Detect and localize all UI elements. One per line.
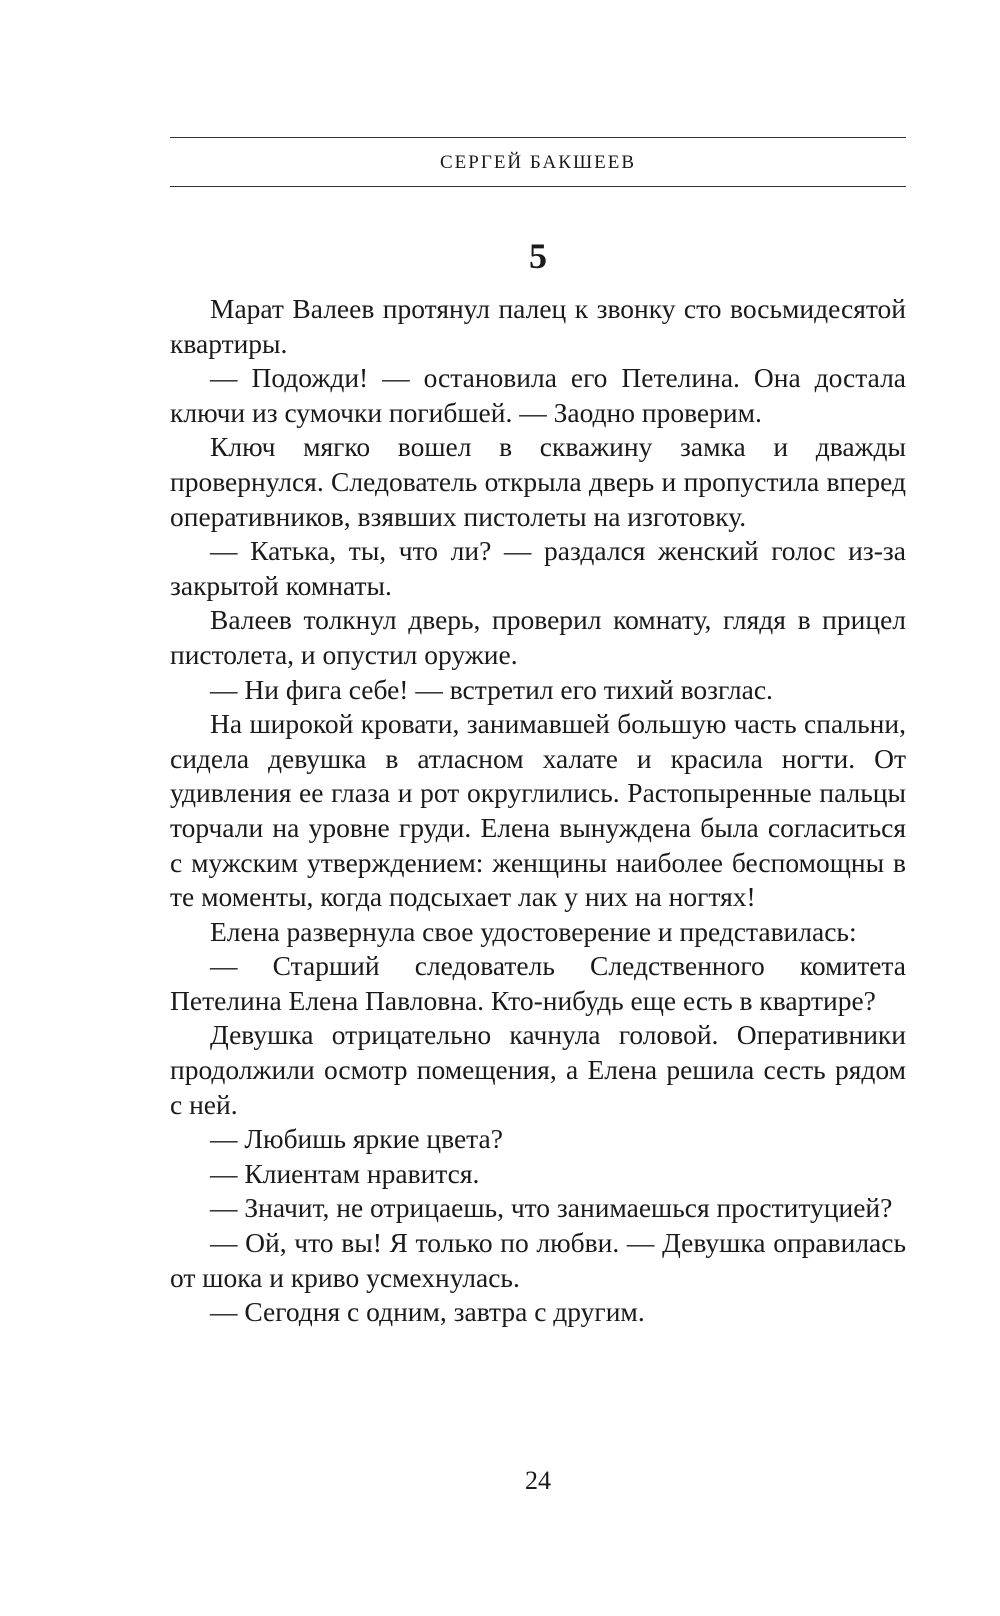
paragraph: Валеев толкнул дверь, проверил комнату, глядя в прицел пистолета, и опустил оружие. <box>170 604 906 670</box>
paragraph: — Значит, не отрицаешь, что занимаешься проституцией? <box>210 1192 893 1224</box>
text-body <box>170 292 906 1330</box>
paragraph: — Клиентам нравится. <box>210 1157 480 1189</box>
page-number: 24 <box>525 1466 551 1495</box>
paragraph: На широкой кровати, занимавшей большую часть спальни, сидела девушка в атласном халате и красила ногти. От удивления ее глаза и рот округлились. Растопыренные пальцы торчали на уровне груди. Елена вынуждена была согласиться с мужским утверждением: женщины наиболее беспомощны в те моменты, когда подсыхает лак у них на ногтях! <box>170 708 906 913</box>
paragraph: — Подожди! — остановила его Петелина. Она достала ключи из сумочки погибшей. — Заодно проверим. <box>170 362 906 428</box>
paragraph: — Сегодня с одним, завтра с другим. <box>210 1296 645 1328</box>
paragraph: — Старший следователь Следственного комитета Петелина Елена Павловна. Кто-нибудь еще есть в квартире? <box>170 950 906 1016</box>
paragraph: — Ни фига себе! — встретил его тихий возглас. <box>210 673 773 705</box>
chapter-number: 5 <box>529 236 547 276</box>
paragraph: Ключ мягко вошел в скважину замка и дважды провернулся. Следователь открыла дверь и пропустила вперед оперативников, взявших пистолеты на изготовку. <box>170 431 906 532</box>
running-head-author: СЕРГЕЙ БАКШЕЕВ <box>439 152 636 173</box>
paragraph: — Катька, ты, что ли? — раздался женский голос из-за закрытой комнаты. <box>170 535 906 601</box>
paragraph: — Любишь яркие цвета? <box>210 1123 503 1155</box>
running-head <box>170 137 906 187</box>
paragraph: Марат Валеев протянул палец к звонку сто восьмидесятой квартиры. <box>170 293 906 359</box>
paragraph: Елена развернула свое удостоверение и представилась: <box>210 915 857 947</box>
paragraph: — Ой, что вы! Я только по любви. — Девушка оправилась от шока и криво усмехнулась. <box>170 1227 906 1293</box>
paragraph: Девушка отрицательно качнула головой. Оперативники продолжили осмотр помещения, а Елена решила сесть рядом с ней. <box>170 1019 906 1120</box>
